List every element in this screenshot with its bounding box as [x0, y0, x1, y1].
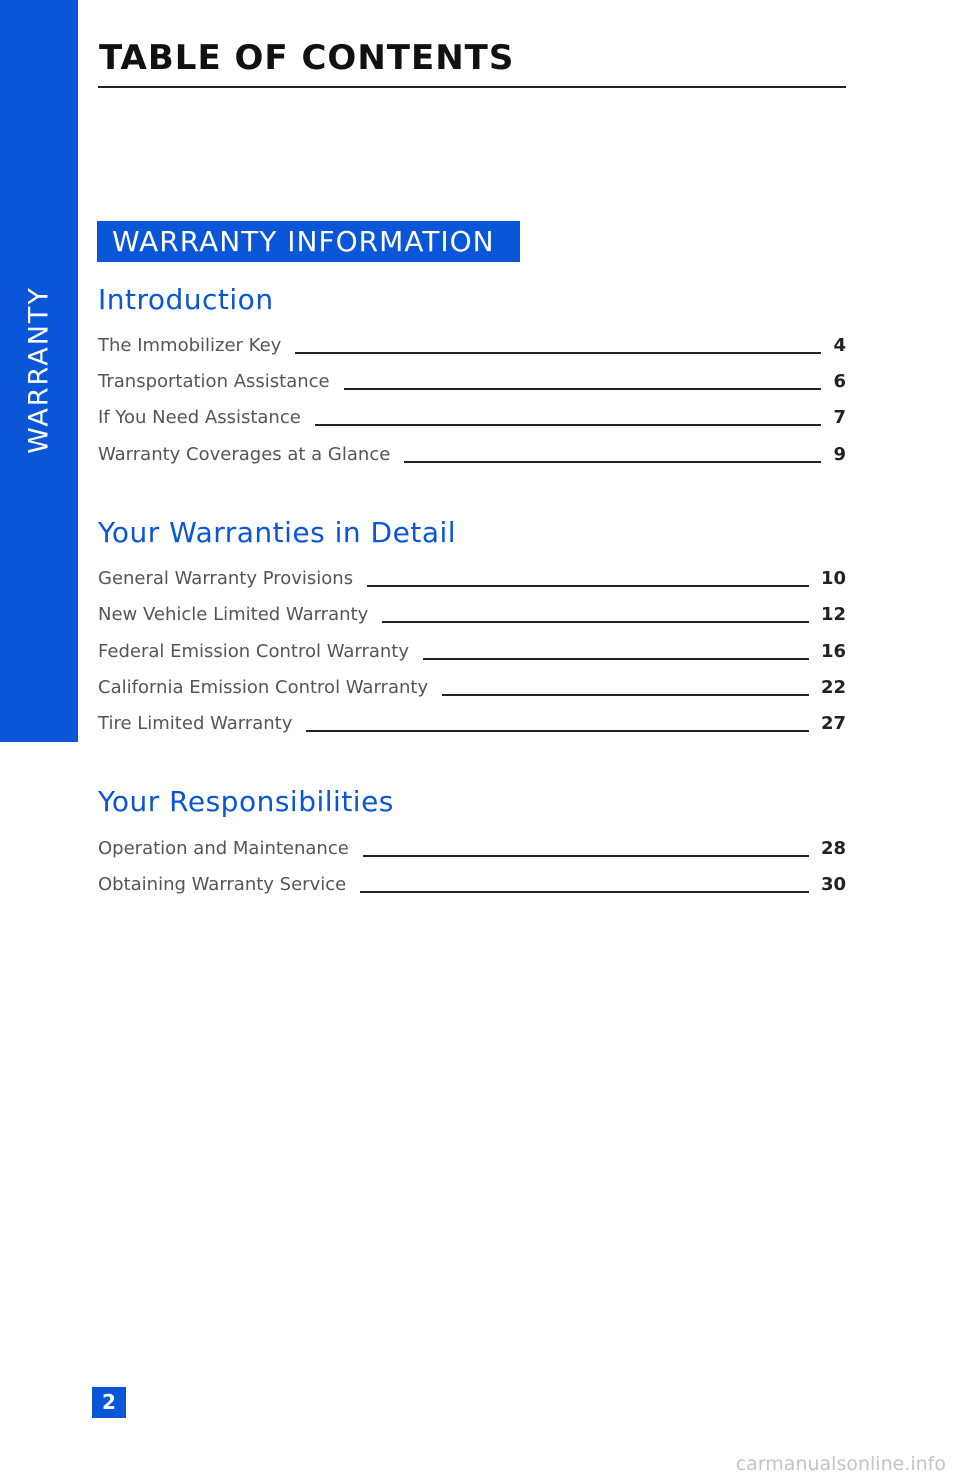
toc-entry-label: The Immobilizer Key: [98, 335, 282, 356]
title-rule: [98, 86, 846, 88]
toc-leader-line: [315, 423, 822, 426]
toc-entry-label: Warranty Coverages at a Glance: [98, 444, 391, 465]
watermark-text: carmanualsonline.info: [735, 1453, 946, 1475]
toc-entry-page: 28: [820, 838, 846, 859]
page-title: TABLE OF CONTENTS: [99, 38, 515, 78]
toc-entry-page: 27: [820, 713, 846, 734]
toc-leader-line: [306, 729, 809, 732]
toc-entry-page: 16: [820, 641, 846, 662]
toc-entry[interactable]: [98, 671, 846, 699]
toc-entry-page: 9: [833, 444, 846, 465]
toc-entry[interactable]: [98, 832, 846, 860]
toc-leader-line: [360, 890, 809, 893]
toc-entry-page: 30: [820, 874, 846, 895]
toc-leader-line: [363, 854, 809, 857]
toc-leader-line: [423, 657, 809, 660]
section-heading-responsibilities: Your Responsibilities: [98, 785, 394, 818]
toc-entry-label: California Emission Control Warranty: [98, 677, 429, 698]
page-number-badge: 2: [92, 1387, 126, 1418]
toc-entry-page: 22: [820, 677, 846, 698]
section-heading-warranties-detail: Your Warranties in Detail: [98, 516, 457, 549]
toc-entry-page: 10: [820, 568, 846, 589]
toc-entry[interactable]: [98, 562, 846, 590]
toc-entry-page: 6: [833, 371, 846, 392]
toc-entry[interactable]: [98, 868, 846, 896]
toc-entry-label: If You Need Assistance: [98, 407, 301, 428]
toc-entry[interactable]: [98, 438, 846, 466]
side-tab: [0, 0, 78, 742]
toc-entry-page: 4: [833, 335, 846, 356]
toc-entry-page: 12: [820, 604, 846, 625]
toc-leader-line: [367, 584, 809, 587]
toc-entry-label: Transportation Assistance: [98, 371, 330, 392]
toc-entry-label: Tire Limited Warranty: [98, 713, 293, 734]
section-banner: WARRANTY INFORMATION: [97, 221, 520, 262]
toc-entry[interactable]: [98, 707, 846, 735]
toc-entry-label: New Vehicle Limited Warranty: [98, 604, 369, 625]
toc-leader-line: [344, 387, 822, 390]
toc-leader-line: [404, 460, 821, 463]
toc-entry[interactable]: [98, 365, 846, 393]
section-heading-introduction: Introduction: [98, 283, 274, 316]
toc-entry[interactable]: [98, 401, 846, 429]
toc-entry[interactable]: [98, 598, 846, 626]
toc-entry-label: Obtaining Warranty Service: [98, 874, 347, 895]
toc-entry-page: 7: [833, 407, 846, 428]
toc-leader-line: [382, 620, 809, 623]
toc-leader-line: [295, 351, 821, 354]
toc-entry-label: Federal Emission Control Warranty: [98, 641, 410, 662]
toc-entry[interactable]: [98, 329, 846, 357]
toc-entry-label: General Warranty Provisions: [98, 568, 354, 589]
toc-entry-label: Operation and Maintenance: [98, 838, 349, 859]
toc-leader-line: [442, 693, 809, 696]
side-tab-label: WARRANTY: [23, 286, 55, 454]
toc-entry[interactable]: [98, 635, 846, 663]
